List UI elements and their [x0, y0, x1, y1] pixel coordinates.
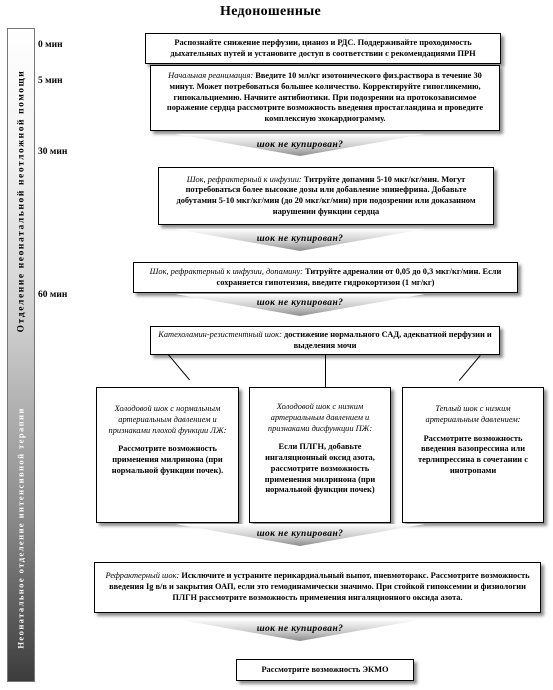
step-dopamine-refractory: Шок, рефрактерный к инфузии, допамину: Титруйте адреналин от 0,05 до 0,3 мкг/кг/мин. Если сохраняется гипотензия, введите гидрокортизон (1 мг/кг)	[133, 262, 518, 293]
branch-line-right	[459, 355, 481, 381]
step-refractory-shock: Рефрактерный шок: Исключите и устраните перикардиальный выпот, пневмоторакс. Рассмотрите возможность введения Ig в/в и закрытия ОАП, если это гемодинамически значимо. При стойкой гипоксемии и физиологии ПЛГН рассмотрите возможность применения ингаляционного оксида азота.	[94, 562, 541, 613]
step-catecholamine-resistant: Катехоламин-резистентный шок: достижение нормального САД, адекватной перфузии и выделения мочи	[150, 326, 500, 355]
arrow-label-5: шок не купирован?	[256, 624, 344, 634]
step-ecmo: Рассмотрите возможность ЭКМО	[236, 659, 414, 681]
step-initial-resuscitation: Начальная реанимация: Введите 10 мл/кг изотонического физ.раствора в течение 30 минут. Может потребоваться большее количество. Корректируйте гипогликемию, гипокальциемию. Начните антибиотики. При подозрении на протокозависимое поражение сердца рассмотрите возможность введения простагландина и проведите комплексную эхокардиограмму.	[150, 65, 500, 131]
side-label-emergency: Отделение неонатальной неотложной помощи	[16, 69, 26, 332]
time-30: 30 мин	[38, 147, 68, 157]
arrow-label-3: шок не купирован?	[256, 298, 344, 308]
branch-warm-low-bp: Теплый шок с низким артериальным давлением: Рассмотрите возможность введения вазопрессина или терлипрессина в сочетании с инотропами	[402, 387, 544, 523]
page-title: Недоношенные	[220, 4, 321, 19]
step-fluid-refractory: Шок, рефрактерный к инфузии: Титруйте допамин 5-10 мкг/кг/мин. Могут потребоваться более высокие дозы или добавление эпинефрина. Добавьте добутамин 5-10 мкг/кг/мин (до 20 мкг/кг/мин) при подозрении или доказанном нарушении функции сердца	[158, 167, 494, 225]
time-60: 60 мин	[38, 290, 68, 300]
arrow-label-2: шок не купирован?	[256, 234, 344, 244]
step-recognize: Распознайте снижение перфузии, цианоз и РДС. Поддерживайте проходимость дыхательных путей и установите доступ в соответствии с рекомендациями ПРН	[145, 33, 501, 64]
branch-line-left	[168, 354, 190, 380]
side-label-icu: Неонатальное отделение интенсивной терапии	[16, 406, 27, 649]
arrow-label-4: шок не купирован?	[256, 529, 344, 539]
branch-cold-low-bp: Холодовой шок с низким артериальным давлением и признаками дисфункции ПЖ: Если ПЛГН, добавьте ингаляционный оксид азота, рассмотрите возможность применения милринона (при нормальной функции почек)	[249, 387, 391, 523]
arrow-label-1: шок не купирован?	[256, 140, 344, 150]
time-5: 5 мин	[38, 76, 63, 86]
time-0: 0 мин	[38, 40, 63, 50]
branch-line-center	[325, 355, 326, 387]
branch-cold-normal-bp: Холодовой шок с нормальным артериальным давлением и признаками плохой функции ЛЖ: Рассмотрите возможность применения милринона (при нормальной функции почек).	[96, 387, 239, 523]
